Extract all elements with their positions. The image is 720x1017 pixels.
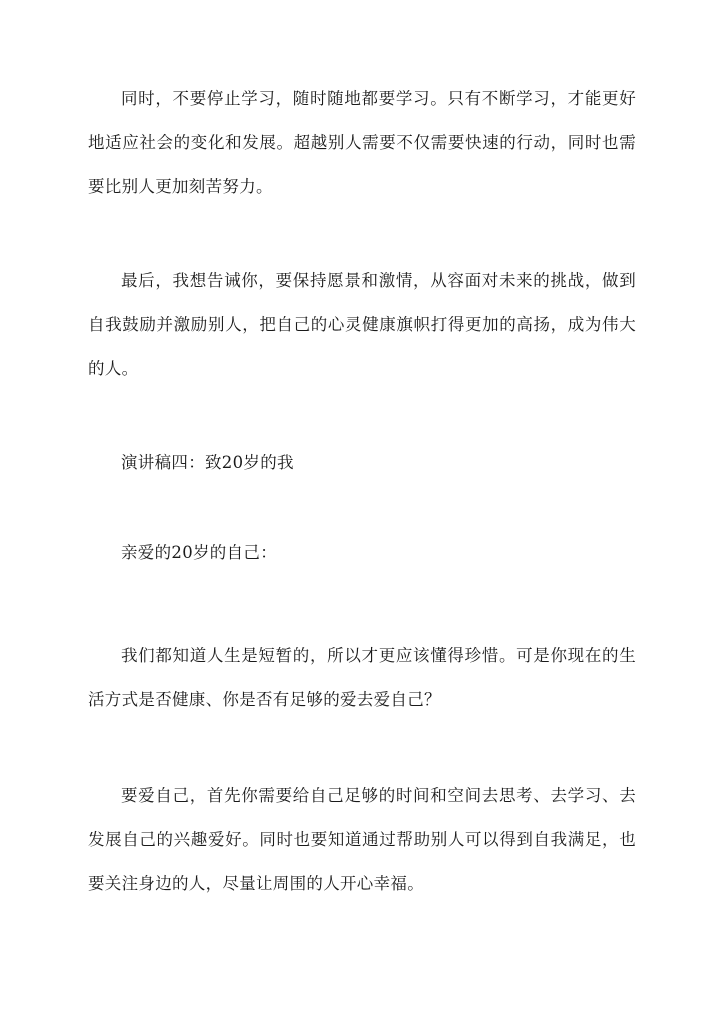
salutation: 亲爱的20岁的自己：	[121, 543, 277, 562]
paragraph-love-yourself: 要爱自己，首先你需要给自己足够的时间和空间去思考、去学习、去发展自己的兴趣爱好。同时也要知道通过帮助别人可以得到自我满足，也要关注身边的人，尽量让周围的人开心幸福。	[88, 786, 636, 893]
paragraph-finally: 最后，我想告诫你，要保持愿景和激情，从容面对未来的挑战，做到自我鼓励并激励别人，把自己的心灵健康旗帜打得更加的高扬，成为伟大的人。	[88, 271, 636, 378]
speech-four-heading: 演讲稿四：致20岁的我	[121, 453, 294, 472]
paragraph-life-short: 我们都知道人生是短暂的，所以才更应该懂得珍惜。可是你现在的生活方式是否健康、你是否有足够的爱去爱自己？	[88, 646, 636, 709]
paragraph-learning: 同时，不要停止学习，随时随地都要学习。只有不断学习，才能更好地适应社会的变化和发展。超越别人需要不仅需要快速的行动，同时也需要比别人更加刻苦努力。	[88, 89, 636, 196]
